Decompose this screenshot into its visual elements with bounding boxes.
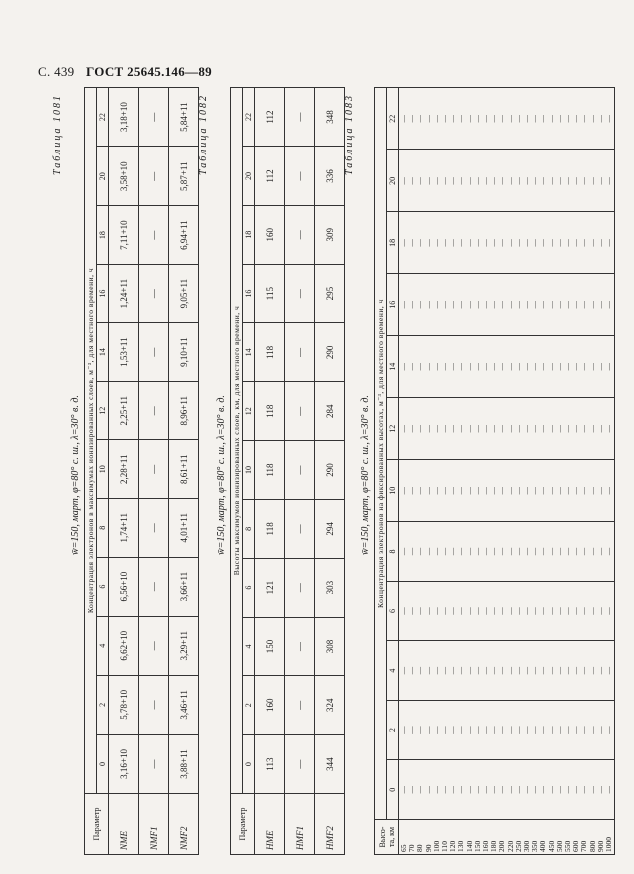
- value-column: [399, 641, 615, 701]
- height-header: Высо-та, км: [375, 820, 399, 855]
- value-column: [399, 150, 615, 212]
- value-cell: —: [139, 147, 169, 206]
- value-cell: —: [139, 734, 169, 793]
- param-header: Параметр: [85, 794, 109, 855]
- hour-header: 2: [387, 700, 399, 760]
- value-cell: —: [139, 557, 169, 616]
- hour-header: 4: [387, 641, 399, 701]
- hour-header: 4: [97, 616, 109, 675]
- value-cell: 1,74+11: [109, 499, 139, 558]
- value-cell: 7,11+10: [109, 206, 139, 265]
- hour-header: 0: [243, 735, 255, 794]
- value-cell: 160: [255, 676, 285, 735]
- value-cell: —: [139, 616, 169, 675]
- value-cell: 6,94+11: [169, 206, 199, 265]
- value-cell: —: [139, 206, 169, 265]
- value-cell: 3,18+10: [109, 88, 139, 147]
- table-row: [139, 88, 169, 855]
- value-cell: —: [285, 88, 315, 147]
- value-cell: 2,25+11: [109, 381, 139, 440]
- table-1081-label: Таблица 1081: [52, 94, 63, 175]
- value-cell: 290: [315, 441, 345, 500]
- hour-header: 4: [243, 617, 255, 676]
- value-cell: 348: [315, 88, 345, 147]
- value-cell: —: [139, 323, 169, 382]
- value-cell: —: [139, 88, 169, 147]
- value-column-text: — — — — — — — — — — — — — — — — — — — — — — — — — —: [399, 301, 614, 309]
- value-column: [399, 760, 615, 820]
- value-cell: 3,29+11: [169, 616, 199, 675]
- value-cell: 9,05+11: [169, 264, 199, 323]
- rotated-content: [48, 85, 614, 855]
- value-cell: 294: [315, 499, 345, 558]
- value-column-text: — — — — — — — — — — — — — — — — — — — — — — — — — —: [399, 726, 614, 734]
- param-name: NMF1: [139, 794, 169, 855]
- value-cell: 295: [315, 264, 345, 323]
- hour-header: 22: [97, 88, 109, 147]
- value-column-text: — — — — — — — — — — — — — — — — — — — — — — — — — —: [399, 239, 614, 247]
- hour-header: 16: [387, 274, 399, 336]
- value-column: [399, 336, 615, 398]
- value-column-text: — — — — — — — — — — — — — — — — — — — — — — — — — —: [399, 486, 614, 495]
- value-cell: 3,58+10: [109, 147, 139, 206]
- page-number: С. 439: [38, 64, 75, 79]
- value-cell: 112: [255, 147, 285, 206]
- param-header: Параметр: [231, 794, 255, 855]
- value-cell: —: [285, 382, 315, 441]
- hour-header: 16: [243, 264, 255, 323]
- hour-header: 16: [97, 264, 109, 323]
- hour-header: 2: [243, 676, 255, 735]
- value-cell: 3,66+11: [169, 557, 199, 616]
- hour-header: 0: [387, 760, 399, 820]
- value-cell: 8,61+11: [169, 440, 199, 499]
- value-cell: 6,62+10: [109, 616, 139, 675]
- value-cell: —: [139, 499, 169, 558]
- table-row: [255, 88, 285, 855]
- document-title: ГОСТ 25645.146—89: [86, 64, 212, 79]
- heights-cell: [399, 820, 615, 855]
- table-1082-caption: w̄=150, март, φ=80° с. ш., λ=30° в. д.: [216, 395, 227, 555]
- value-cell: 290: [315, 323, 345, 382]
- value-cell: —: [139, 381, 169, 440]
- value-column-text: — — — — — — — — — — — — — — — — — — — — — — — — — —: [399, 607, 614, 615]
- value-cell: 8,96+11: [169, 381, 199, 440]
- table-1083: [374, 87, 615, 855]
- table-row: [285, 88, 315, 855]
- hour-header: 20: [243, 147, 255, 206]
- hours-row: [243, 88, 255, 855]
- value-cell: 308: [315, 617, 345, 676]
- value-cell: —: [285, 558, 315, 617]
- value-cell: —: [139, 440, 169, 499]
- value-cell: 303: [315, 558, 345, 617]
- hour-header: 6: [243, 558, 255, 617]
- hour-header: 8: [387, 522, 399, 582]
- hour-header: 8: [243, 499, 255, 558]
- value-cell: 3,46+11: [169, 675, 199, 734]
- value-cell: 309: [315, 205, 345, 264]
- value-cell: 2,28+11: [109, 440, 139, 499]
- value-cell: —: [285, 264, 315, 323]
- value-cell: —: [285, 323, 315, 382]
- hour-header: 18: [387, 212, 399, 274]
- value-column-text: — — — — — — — — — — — — — — — — — — — — — — — — — —: [399, 177, 614, 185]
- value-cell: —: [285, 676, 315, 735]
- value-column: [399, 581, 615, 641]
- table-subheader: Высоты максимумов ионизированных слоев, км, для местного времени, ч: [231, 88, 243, 794]
- table-1082-label: Таблица 1082: [198, 94, 209, 175]
- value-column: [399, 522, 615, 582]
- value-cell: 344: [315, 735, 345, 794]
- value-cell: —: [139, 264, 169, 323]
- value-cell: 5,78+10: [109, 675, 139, 734]
- hour-header: 14: [243, 323, 255, 382]
- value-column: [399, 700, 615, 760]
- hour-header: 18: [97, 206, 109, 265]
- value-column-text: — — — — — — — — — — — — — — — — — — — — — — — — — —: [399, 785, 614, 794]
- table-1081-caption: w̄=150, март, φ=80° с. ш., λ=30° в. д.: [70, 395, 81, 555]
- page-header: [38, 64, 212, 80]
- hour-header: 8: [97, 499, 109, 558]
- value-column: [399, 460, 615, 522]
- value-cell: 160: [255, 205, 285, 264]
- param-name: HMF1: [285, 794, 315, 855]
- value-cell: 5,84+11: [169, 88, 199, 147]
- value-cell: 115: [255, 264, 285, 323]
- value-cell: 118: [255, 323, 285, 382]
- hour-header: 22: [387, 88, 399, 150]
- hour-header: 22: [243, 88, 255, 147]
- param-name: HME: [255, 794, 285, 855]
- value-cell: —: [139, 675, 169, 734]
- param-name: NME: [109, 794, 139, 855]
- hour-header: 10: [243, 441, 255, 500]
- value-cell: 118: [255, 382, 285, 441]
- param-name: NMF2: [169, 794, 199, 855]
- value-cell: 113: [255, 735, 285, 794]
- value-column: [399, 212, 615, 274]
- value-cell: 112: [255, 88, 285, 147]
- value-column: [399, 398, 615, 460]
- table-row: [109, 88, 139, 855]
- table-1083-label: Таблица 1083: [344, 94, 355, 175]
- value-column: [399, 88, 615, 150]
- table-1081: [84, 87, 199, 855]
- value-cell: 121: [255, 558, 285, 617]
- value-cell: 336: [315, 147, 345, 206]
- value-cell: 9,10+11: [169, 323, 199, 382]
- value-column-text: — — — — — — — — — — — — — — — — — — — — — — — — — —: [399, 363, 614, 371]
- hour-header: 6: [97, 557, 109, 616]
- table-1083-caption: w̄=150, март, φ=80° с. ш., λ=30° в. д.: [360, 395, 371, 555]
- hour-header: 20: [97, 147, 109, 206]
- landscape-sheet: [48, 85, 614, 855]
- hour-header: 14: [97, 323, 109, 382]
- value-cell: 324: [315, 676, 345, 735]
- hour-header: 14: [387, 336, 399, 398]
- hour-header: 20: [387, 150, 399, 212]
- hour-header: 12: [243, 382, 255, 441]
- hours-row: [387, 88, 399, 855]
- value-cell: —: [285, 441, 315, 500]
- hour-header: 0: [97, 734, 109, 793]
- hour-header: 2: [97, 675, 109, 734]
- hour-header: 12: [387, 398, 399, 460]
- value-cell: 3,88+11: [169, 734, 199, 793]
- table-1082: [230, 87, 345, 855]
- value-cell: —: [285, 205, 315, 264]
- value-cell: 1,53+11: [109, 323, 139, 382]
- value-cell: 284: [315, 382, 345, 441]
- value-cell: 1,24+11: [109, 264, 139, 323]
- heights-list: 65 70 80 90 100 110 120 130 140 150 160 180 200 220 250 300 350 400 450 500 550 600 700 800 900 1000: [399, 837, 614, 852]
- value-cell: —: [285, 735, 315, 794]
- table-row: [169, 88, 199, 855]
- value-column: [399, 274, 615, 336]
- value-cell: —: [285, 617, 315, 676]
- value-column-text: — — — — — — — — — — — — — — — — — — — — — — — — — —: [399, 424, 614, 433]
- hour-header: 12: [97, 381, 109, 440]
- value-cell: —: [285, 499, 315, 558]
- value-cell: 150: [255, 617, 285, 676]
- table-body-row: [399, 88, 615, 855]
- hour-header: 10: [387, 460, 399, 522]
- hour-header: 10: [97, 440, 109, 499]
- value-cell: 5,87+11: [169, 147, 199, 206]
- param-name: HMF2: [315, 794, 345, 855]
- value-cell: 3,16+10: [109, 734, 139, 793]
- value-column-text: — — — — — — — — — — — — — — — — — — — — — — — — — —: [399, 547, 614, 556]
- table-subheader: Концентрация электронов в максимумах ионизированных слоев, м⁻³, для местного времени, ч: [85, 88, 97, 794]
- hour-header: 6: [387, 581, 399, 641]
- value-cell: 4,01+11: [169, 499, 199, 558]
- table-subheader: Концентрация электронов на фиксированных высотах, м⁻³, для местного времени, ч: [375, 88, 387, 820]
- value-cell: 118: [255, 441, 285, 500]
- value-cell: 118: [255, 499, 285, 558]
- value-cell: —: [285, 147, 315, 206]
- table-row: [315, 88, 345, 855]
- value-column-text: — — — — — — — — — — — — — — — — — — — — — — — — — —: [399, 114, 614, 123]
- hour-header: 18: [243, 205, 255, 264]
- value-column-text: — — — — — — — — — — — — — — — — — — — — — — — — — —: [399, 666, 614, 675]
- hours-row: [97, 88, 109, 855]
- value-cell: 6,56+10: [109, 557, 139, 616]
